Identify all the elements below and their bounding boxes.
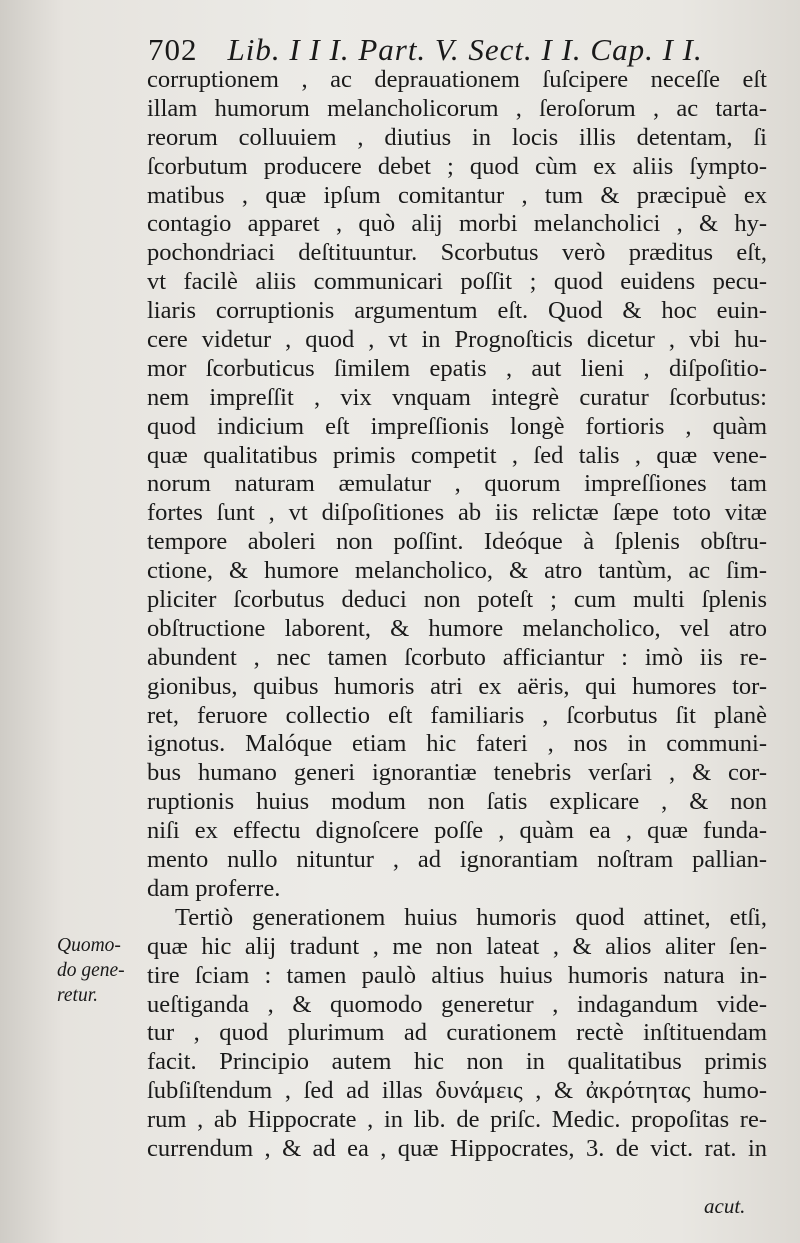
text-line: quod indicium eſt impreſſionis longè fortioris , quàm [147, 412, 767, 440]
text-line: quæ hic alij tradunt , me non lateat , & alios aliter ſen- [147, 932, 767, 960]
text-line: cere videtur , quod , vt in Prognoſticis dicetur , vbi hu- [147, 326, 767, 354]
text-line: ctione, & humore melancholico, & atro tantùm, ac ſim- [147, 557, 767, 585]
text-line: nem impreſſit , vix vnquam integrè curatur ſcorbutus: [147, 383, 767, 411]
text-line: tempore aboleri non poſſint. Ideóque à ſplenis obſtru- [147, 528, 767, 556]
text-line: ruptionis huius modum non ſatis explicare , & non [147, 788, 767, 816]
text-line: matibus , quæ ipſum comitantur , tum & præcipuè ex [147, 181, 767, 209]
text-line: quæ qualitatibus primis competit , ſed talis , quæ vene- [147, 441, 767, 469]
text-line: facit. Principio autem hic non in qualitatibus primis [147, 1048, 767, 1076]
text-line: ignotus. Malóque etiam hic fateri , nos in communi- [147, 730, 767, 758]
margin-note-line: retur. [57, 985, 98, 1006]
text-line: Tertiò generationem huius humoris quod attinet, etſi, [175, 903, 767, 931]
catchword: acut. [704, 1194, 746, 1218]
text-line: vt facilè aliis communicari poſſit ; quod euidens pecu- [147, 268, 767, 296]
text-line: norum naturam æmulatur , quorum impreſſiones tam [147, 470, 767, 498]
text-line: ſcorbutum producere debet ; quod cùm ex aliis ſympto- [147, 152, 767, 180]
text-line: ueſtiganda , & quomodo generetur , indagandum vide- [147, 990, 767, 1018]
text-line: abundent , nec tamen ſcorbuto afficiantur : imò iis re- [147, 643, 767, 671]
text-line: gionibus, quibus humoris atri ex aëris, qui humores tor- [147, 672, 767, 700]
margin-note-line: Quomo- [57, 935, 121, 956]
text-line: mor ſcorbuticus ſimilem epatis , aut lieni , diſpoſitio- [147, 354, 767, 382]
text-line: fortes ſunt , vt diſpoſitiones ab iis relictæ ſæpe toto vitæ [147, 499, 767, 527]
text-line: currendum , & ad ea , quæ Hippocrates, 3. de vict. rat. in [147, 1134, 767, 1162]
page-number: 702 [148, 32, 198, 67]
body-text [147, 66, 767, 1164]
text-line: pliciter ſcorbutus deduci non poteſt ; cum multi ſplenis [147, 586, 767, 614]
text-line: liaris corruptionis argumentum eſt. Quod & hoc euin- [147, 297, 767, 325]
text-line: pochondriaci deſtituuntur. Scorbutus verò præditus eſt, [147, 239, 767, 267]
text-line: rum , ab Hippocrate , in lib. de priſc. Medic. propoſitas re- [147, 1106, 767, 1134]
text-line: niſi ex effectu dignoſcere poſſe , quàm ea , quæ funda- [147, 817, 767, 845]
text-line: ſubſiſtendum , ſed ad illas δυνάμεις , & ἀκρότητας humo- [147, 1077, 767, 1105]
text-line: illam humorum melancholicorum , ſeroſorum , ac tarta- [147, 94, 767, 122]
text-line: bus humano generi ignorantiæ tenebris verſari , & cor- [147, 759, 767, 787]
margin-note-line: do gene- [57, 960, 125, 981]
text-line: ret, feruore collectio eſt familiaris , ſcorbutus ſit planè [147, 701, 767, 729]
text-line: reorum colluuiem , diutius in locis illis detentam, ſi [147, 123, 767, 151]
running-title: Lib. I I I. Part. V. Sect. I I. Cap. I I. [227, 32, 703, 67]
text-line: corruptionem , ac deprauationem ſuſcipere neceſſe eſt [147, 66, 767, 93]
text-line: obſtructione laborent, & humore melancholico, vel atro [147, 614, 767, 642]
text-line: tire ſciam : tamen paulò altius huius humoris natura in- [147, 961, 767, 989]
text-line: dam proferre. [147, 874, 281, 902]
text-line: tur , quod plurimum ad curationem rectè inſtituendam [147, 1019, 767, 1047]
text-line: mento nullo nituntur , ad ignorantiam noſtram pallian- [147, 846, 767, 874]
margin-note [57, 933, 147, 1008]
text-line: contagio apparet , quò alij morbi melancholici , & hy- [147, 210, 767, 238]
